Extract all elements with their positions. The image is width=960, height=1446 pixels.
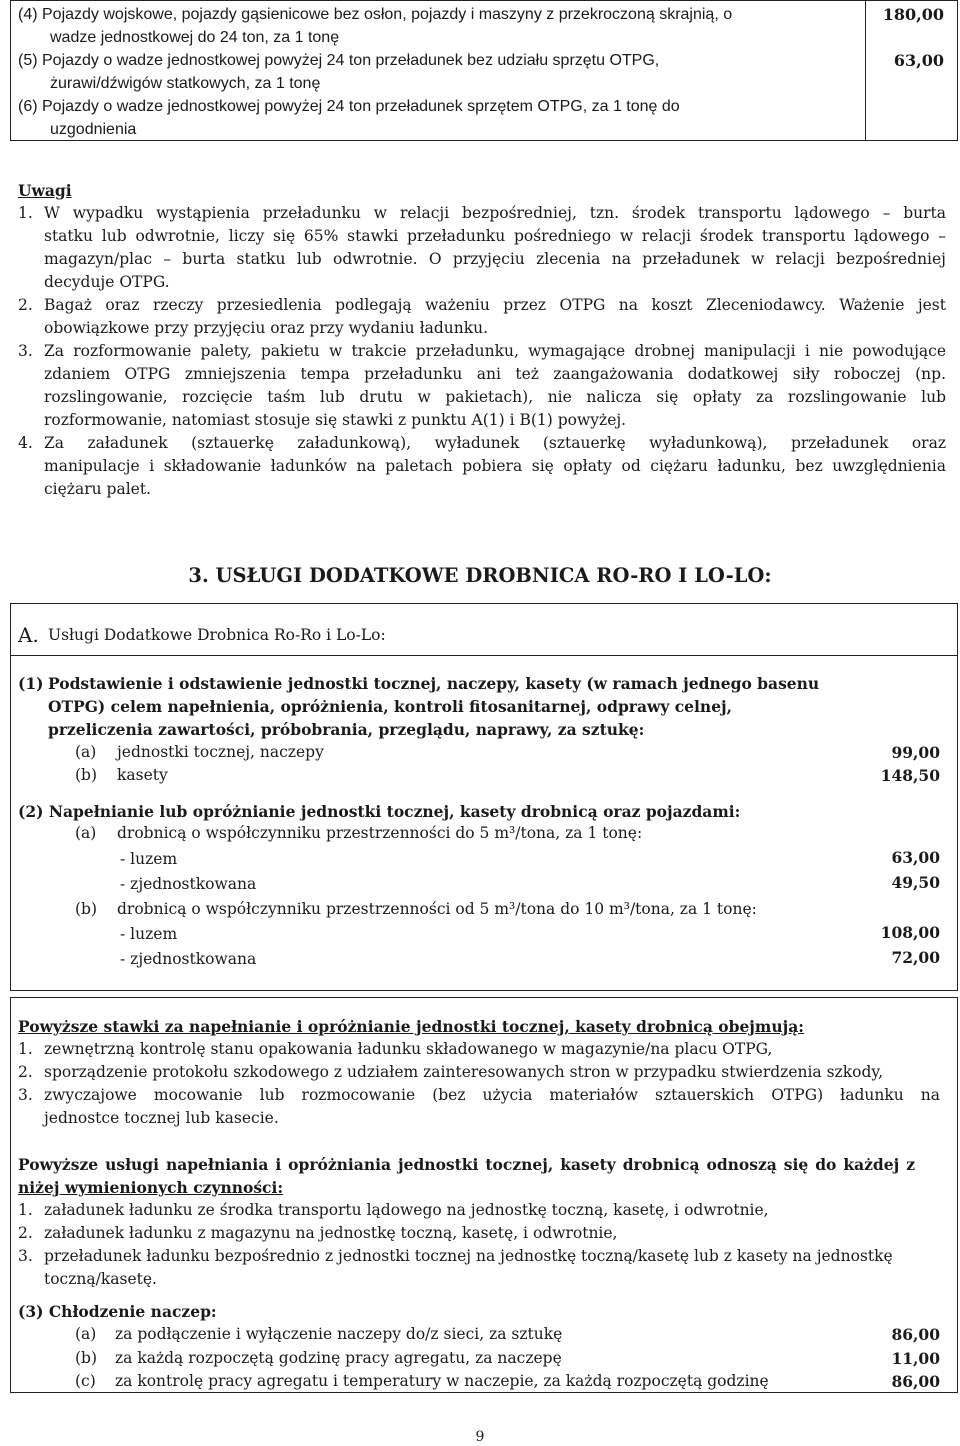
service-1-item-label: kasety [117, 766, 168, 784]
service-3-item-label: za każdą rozpoczętą godzinę pracy agregatu, za naczepę [115, 1349, 562, 1367]
service-2-item-label: - luzem [120, 925, 178, 943]
service-1-item-code: (a) [75, 743, 97, 761]
note-4-number: 4. [18, 434, 33, 452]
includes-2-title: Powyższe usługi napełniania i opróżniania jednostki tocznej, kasety drobnicą odnoszą się do każdej z [18, 1155, 915, 1174]
table-row-5-value: 63,00 [893, 51, 944, 70]
table-row-4-value: 180,00 [882, 5, 944, 24]
service-3-item-code: (a) [75, 1325, 97, 1343]
table-row-4-line-2: wadze jednostkowej do 24 ton, za 1 tonę [50, 29, 340, 46]
service-1-title-line: OTPG) celem napełnienia, opróżnienia, kontroli fitosanitarnej, odprawy celnej, [48, 697, 733, 716]
includes-1-item: zwyczajowe mocowanie lub rozmocowanie (bez użycia materiałów sztauerskich OTPG) ładunku na [44, 1086, 940, 1104]
service-3-item-price: 86,00 [891, 1325, 940, 1344]
note-1-line: decyduje OTPG. [44, 273, 170, 291]
note-2-line: obowiązkowe przy przyjęciu oraz przy wydaniu ładunku. [44, 319, 489, 337]
includes-1-number: 1. [18, 1040, 33, 1058]
service-2-item-label: - luzem [120, 850, 178, 868]
table-row-5-line-1: (5) Pojazdy o wadze jednostkowej powyżej 24 ton przeładunek bez udziału sprzętu OTPG, [18, 52, 660, 69]
table-row-6-line-2: uzgodnienia [50, 121, 137, 138]
section-title: 3. USŁUGI DODATKOWE DROBNICA RO-RO I LO-LO: [188, 564, 772, 587]
notes-heading: Uwagi [18, 181, 72, 200]
service-2-item-label: - zjednostkowana [120, 875, 257, 893]
service-2-group-label: drobnicą o współczynniku przestrzenności do 5 m³/tona, za 1 tonę: [117, 824, 643, 842]
note-3-line: zdaniem OTPG zmniejszenia tempa przeładunku ani też zaangażowania dodatkowej siły roboczej (np. [44, 365, 946, 383]
includes-2-number: 2. [18, 1224, 33, 1242]
includes-1-item: sporządzenie protokołu szkodowego z udziałem zainteresowanych stron w przypadku stwierdzenia szkody, [44, 1063, 883, 1081]
includes-2-item: załadunek ładunku z magazynu na jednostkę toczną, kasetę, i odwrotnie, [44, 1224, 618, 1242]
service-3-title: (3) Chłodzenie naczep: [18, 1302, 217, 1321]
table-row-6-line-1: (6) Pojazdy o wadze jednostkowej powyżej 24 ton przeładunek sprzętem OTPG, za 1 tonę do [18, 98, 680, 115]
subsection-title: Usługi Dodatkowe Drobnica Ro-Ro i Lo-Lo: [48, 626, 386, 644]
includes-1-title: Powyższe stawki za napełnianie i opróżnianie jednostki tocznej, kasety drobnicą obejmują: [18, 1017, 804, 1036]
includes-1-number: 3. [18, 1086, 33, 1104]
note-4-line: ciężaru palet. [44, 480, 151, 498]
includes-2-number: 3. [18, 1247, 33, 1265]
note-3-line: Za rozformowanie palety, pakietu w trakcie przeładunku, wymagające drobnej manipulacji i nie powodujące [44, 342, 946, 360]
includes-2-item: toczną/kasetę. [44, 1270, 157, 1288]
service-2-group-label: drobnicą o współczynniku przestrzenności od 5 m³/tona do 10 m³/tona, za 1 tonę: [117, 900, 757, 918]
service-2-title: (2) Napełnianie lub opróżnianie jednostki tocznej, kasety drobnicą oraz pojazdami: [18, 802, 741, 821]
note-1-line: magazyn/plac – burta statku lub odwrotnie. O przyjęciu zlecenia na przeładunek w relacji bezpośredniej [44, 250, 946, 268]
note-4-line: Za załadunek (sztauerkę załadunkową), wyładunek (sztauerkę wyładunkową), przeładunek oraz [44, 434, 946, 452]
service-1-title-line: przeliczenia zawartości, próbobrania, przeglądu, naprawy, za sztukę: [48, 720, 645, 739]
service-1-title-line: Podstawienie i odstawienie jednostki tocznej, naczepy, kasety (w ramach jednego basenu [48, 674, 820, 693]
service-3-item-price: 86,00 [891, 1372, 940, 1391]
includes-2-number: 1. [18, 1201, 33, 1219]
subsection-divider [10, 655, 958, 656]
service-3-item-code: (b) [75, 1349, 98, 1367]
note-4-line: manipulacje i składowanie ładunków na paletach pobiera się opłaty od ciężaru ładunku, bez uwzględnienia [44, 457, 946, 475]
note-1-number: 1. [18, 204, 33, 222]
service-2-item-price: 63,00 [891, 848, 940, 867]
note-2-number: 2. [18, 296, 33, 314]
service-1-item-price: 99,00 [891, 743, 940, 762]
service-3-item-label: za podłączenie i wyłączenie naczepy do/z sieci, za sztukę [115, 1325, 563, 1343]
service-1-item-label: jednostki tocznej, naczepy [117, 743, 324, 761]
service-2-group-code: (a) [75, 824, 97, 842]
includes-1-number: 2. [18, 1063, 33, 1081]
includes-1-item: zewnętrzną kontrolę stanu opakowania ładunku składowanego w magazynie/na placu OTPG, [44, 1040, 773, 1058]
subsection-letter: A. [18, 623, 39, 647]
includes-2-item: przeładunek ładunku bezpośrednio z jednostki tocznej na jednostkę toczną/kasetę lub z kasety na jednostkę [44, 1247, 893, 1265]
service-2-group-code: (b) [75, 900, 98, 918]
note-1-line: W wypadku wystąpienia przeładunku w relacji bezpośredniej, tzn. środek transportu lądowego – burta [44, 204, 946, 222]
note-1-line: statku lub odwrotnie, liczy się 65% stawki przeładunku pośredniego w relacji środek transportu lądowego – [44, 227, 946, 245]
table-row-5-line-2: żurawi/dźwigów statkowych, za 1 tonę [50, 75, 321, 92]
note-3-number: 3. [18, 342, 33, 360]
service-3-item-price: 11,00 [891, 1349, 940, 1368]
service-2-item-price: 72,00 [891, 948, 940, 967]
table-row-4-line-1: (4) Pojazdy wojskowe, pojazdy gąsienicowe bez osłon, pojazdy i maszyny z przekroczoną skrajnią, o [18, 6, 733, 23]
service-2-item-price: 49,50 [891, 873, 940, 892]
service-2-item-price: 108,00 [880, 923, 940, 942]
note-3-line: rozformowanie, natomiast stosuje się stawki z punktu A(1) i B(1) powyżej. [44, 411, 627, 429]
page-number: 9 [475, 1429, 485, 1445]
service-3-item-code: (c) [75, 1372, 96, 1390]
includes-2-item: załadunek ładunku ze środka transportu lądowego na jednostkę toczną, kasetę, i odwrotnie, [44, 1201, 769, 1219]
service-1-number: (1) [18, 674, 44, 693]
service-1-item-price: 148,50 [880, 766, 940, 785]
service-3-item-label: za kontrolę pracy agregatu i temperatury w naczepie, za każdą rozpoczętą godzinę [115, 1372, 769, 1390]
note-2-line: Bagaż oraz rzeczy przesiedlenia podlegają ważeniu przez OTPG na koszt Zleceniodawcy. Ważenie jest [44, 296, 946, 314]
includes-2-title: niżej wymienionych czynności: [18, 1178, 284, 1197]
service-1-item-code: (b) [75, 766, 98, 784]
includes-1-item: jednostce tocznej lub kasecie. [44, 1109, 279, 1127]
note-3-line: rozslingowanie, rozcięcie taśm lub drutu w pakietach), nie nalicza się opłaty za rozslingowanie lub [44, 388, 946, 406]
service-2-item-label: - zjednostkowana [120, 950, 257, 968]
